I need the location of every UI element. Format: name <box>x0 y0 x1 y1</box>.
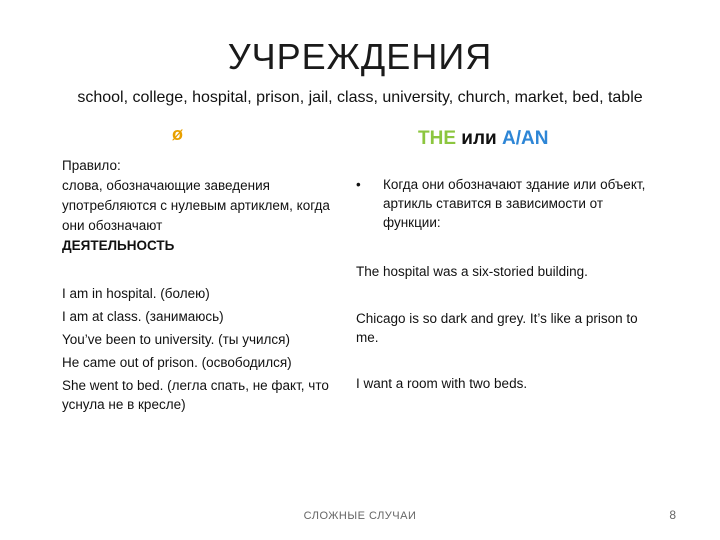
right-example-1: The hospital was a six-storied building. <box>356 264 588 279</box>
rule-block <box>62 156 332 256</box>
left-example-4: He came out of prison. (освободился) <box>62 355 292 370</box>
left-example-3: You’ve been to university. (ты учился) <box>62 332 290 347</box>
rule-emphasis: ДЕЯТЕЛЬНОСТЬ <box>62 238 175 253</box>
definite-indefinite-heading <box>418 128 548 150</box>
bullet-icon: • <box>356 177 361 192</box>
slide-title: УЧРЕЖДЕНИЯ <box>227 36 493 77</box>
bullet-rule <box>356 175 656 232</box>
right-example-2: Chicago is so dark and grey. It’s like a prison to me. <box>356 311 638 345</box>
page-number: 8 <box>669 508 676 522</box>
rule-text: слова, обозначающие заведения употребляются с нулевым артиклем, когда они обозначают <box>62 178 330 233</box>
the-label: THE <box>418 128 456 149</box>
right-example-3: I want a room with two beds. <box>356 376 528 391</box>
a-an-label: A/AN <box>502 128 549 149</box>
bullet-rule-text: Когда они обозначают здание или объект, артикль ставится в зависимости от функции: <box>383 177 646 230</box>
left-example-5: She went to bed. (легла спать, не факт, что уснула не в кресле) <box>62 378 329 412</box>
slide-footer: СЛОЖНЫЕ СЛУЧАИ <box>303 510 417 522</box>
or-label: или <box>461 128 497 149</box>
zero-article-heading: ø <box>172 124 183 144</box>
rule-heading: Правило: <box>62 158 121 173</box>
left-example-1: I am in hospital. (болею) <box>62 286 210 301</box>
institution-word-list: school, college, hospital, prison, jail, class, university, church, market, bed, table <box>77 89 643 106</box>
left-example-2: I am at class. (занимаюсь) <box>62 309 224 324</box>
